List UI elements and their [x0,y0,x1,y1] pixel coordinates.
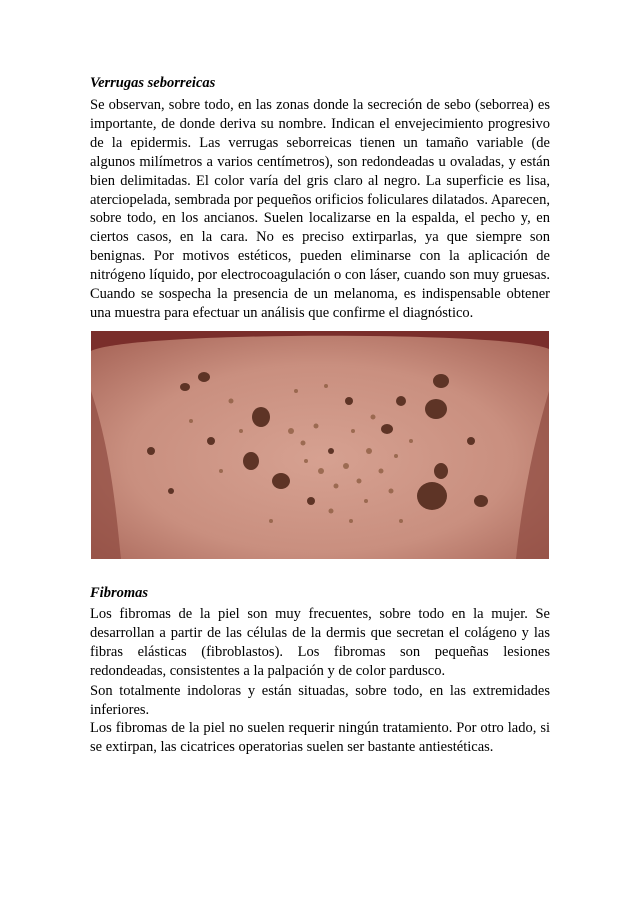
section-title-verrugas: Verrugas seborreicas [90,75,216,91]
skin-lesions-photo [91,331,549,559]
section-title-fibromas: Fibromas [90,585,149,601]
fibromas-paragraph-1: Los fibromas de la piel son muy frecuentes, sobre todo en la mujer. Se desarrollan a partir de las células de la dermis que secretan el colágeno y las fibras elásticas (fibroblastos). Los fibromas son pequeñas lesiones redondeadas, consistentes a la palpación y de color pardusco. [90,606,550,679]
fibromas-paragraph-3: Los fibromas de la piel no suelen requerir ningún tratamiento. Por otro lado, si se extirpan, las cicatrices operatorias suelen ser bastante antiestéticas. [90,720,550,755]
fibromas-paragraph-2: Son totalmente indoloras y están situadas, sobre todo, en las extremidades inferiores. [90,683,550,718]
verrugas-paragraph: Se observan, sobre todo, en las zonas donde la secreción de sebo (seborrea) es importante, de donde deriva su nombre. Indican el envejecimiento progresivo de la epidermis. Las verrugas seborreicas tienen un tamaño variable (de algunos milímetros a varios centímetros), son redondeadas u ovaladas, y están bien delimitadas. El color varía del gris claro al negro. La superficie es lisa, aterciopelada, sembrada por pequeños orificios foliculares dilatados. Aparecen, sobre todo, en los ancianos. Suelen localizarse en la espalda, el pecho y, en ciertos casos, en la cara. No es preciso extirparlas, ya que siempre son benignas. Por motivos estéticos, pueden eliminarse con la aplicación de nitrógeno líquido, por electrocoagulación o con láser, cuando son muy gruesas. Cuando se sospecha la presencia de un melanoma, es indispensable obtener una muestra para efectuar un análisis que confirme el diagnóstico. [90,97,550,321]
